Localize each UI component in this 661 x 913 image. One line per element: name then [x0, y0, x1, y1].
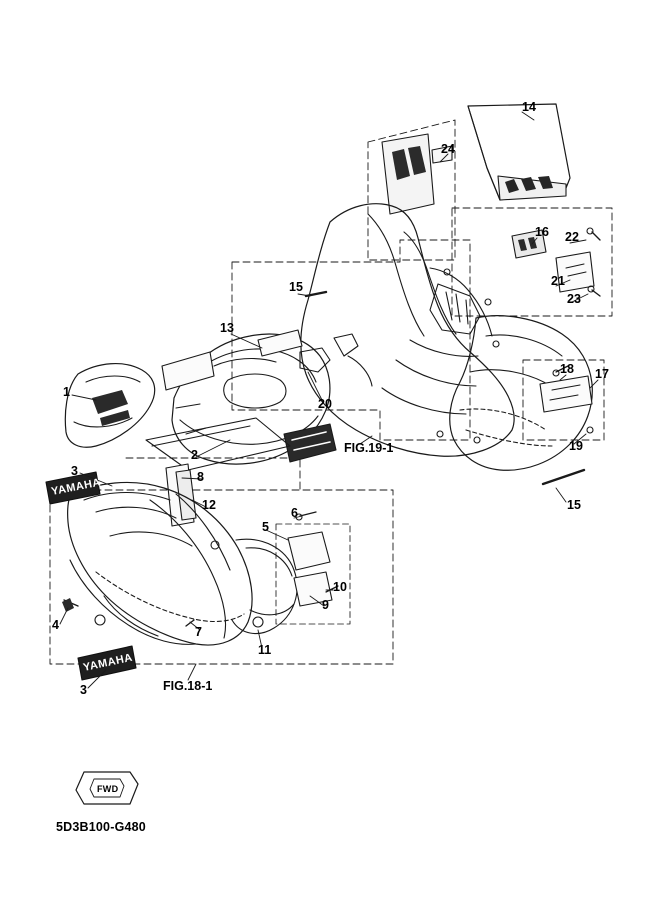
part-code-label: 5D3B100-G480: [56, 820, 146, 834]
callout-2: 2: [191, 448, 198, 462]
callout-11: 11: [258, 643, 272, 657]
figure-ref-19-1[interactable]: FIG.19-1: [344, 441, 394, 455]
callout-1: 1: [63, 385, 70, 399]
callout-16: 16: [535, 225, 549, 239]
callout-7: 7: [195, 625, 202, 639]
callout-19: 19: [569, 439, 583, 453]
callout-9: 9: [322, 598, 329, 612]
svg-text:YAMAHA: YAMAHA: [82, 651, 134, 674]
callout-4: 4: [52, 618, 59, 632]
callout-23: 23: [567, 292, 581, 306]
callout-17: 17: [595, 367, 609, 381]
callout-15-upper: 15: [289, 280, 303, 294]
callout-13: 13: [220, 321, 234, 335]
callout-3-upper: 3: [71, 464, 78, 478]
callout-18: 18: [560, 362, 574, 376]
callout-6: 6: [291, 506, 298, 520]
svg-text:YAMAHA: YAMAHA: [50, 476, 102, 498]
callout-24: 24: [441, 142, 455, 156]
callout-5: 5: [262, 520, 269, 534]
callout-21: 21: [551, 274, 565, 288]
callout-12: 12: [202, 498, 216, 512]
callout-14: 14: [522, 100, 536, 114]
callout-8: 8: [197, 470, 204, 484]
callout-15-lower: 15: [567, 498, 581, 512]
callout-10: 10: [333, 580, 347, 594]
fwd-label: FWD: [97, 784, 119, 794]
callout-22: 22: [565, 230, 579, 244]
callout-3-lower: 3: [80, 683, 87, 697]
callout-20: 20: [318, 397, 332, 411]
figure-ref-18-1[interactable]: FIG.18-1: [163, 679, 213, 693]
